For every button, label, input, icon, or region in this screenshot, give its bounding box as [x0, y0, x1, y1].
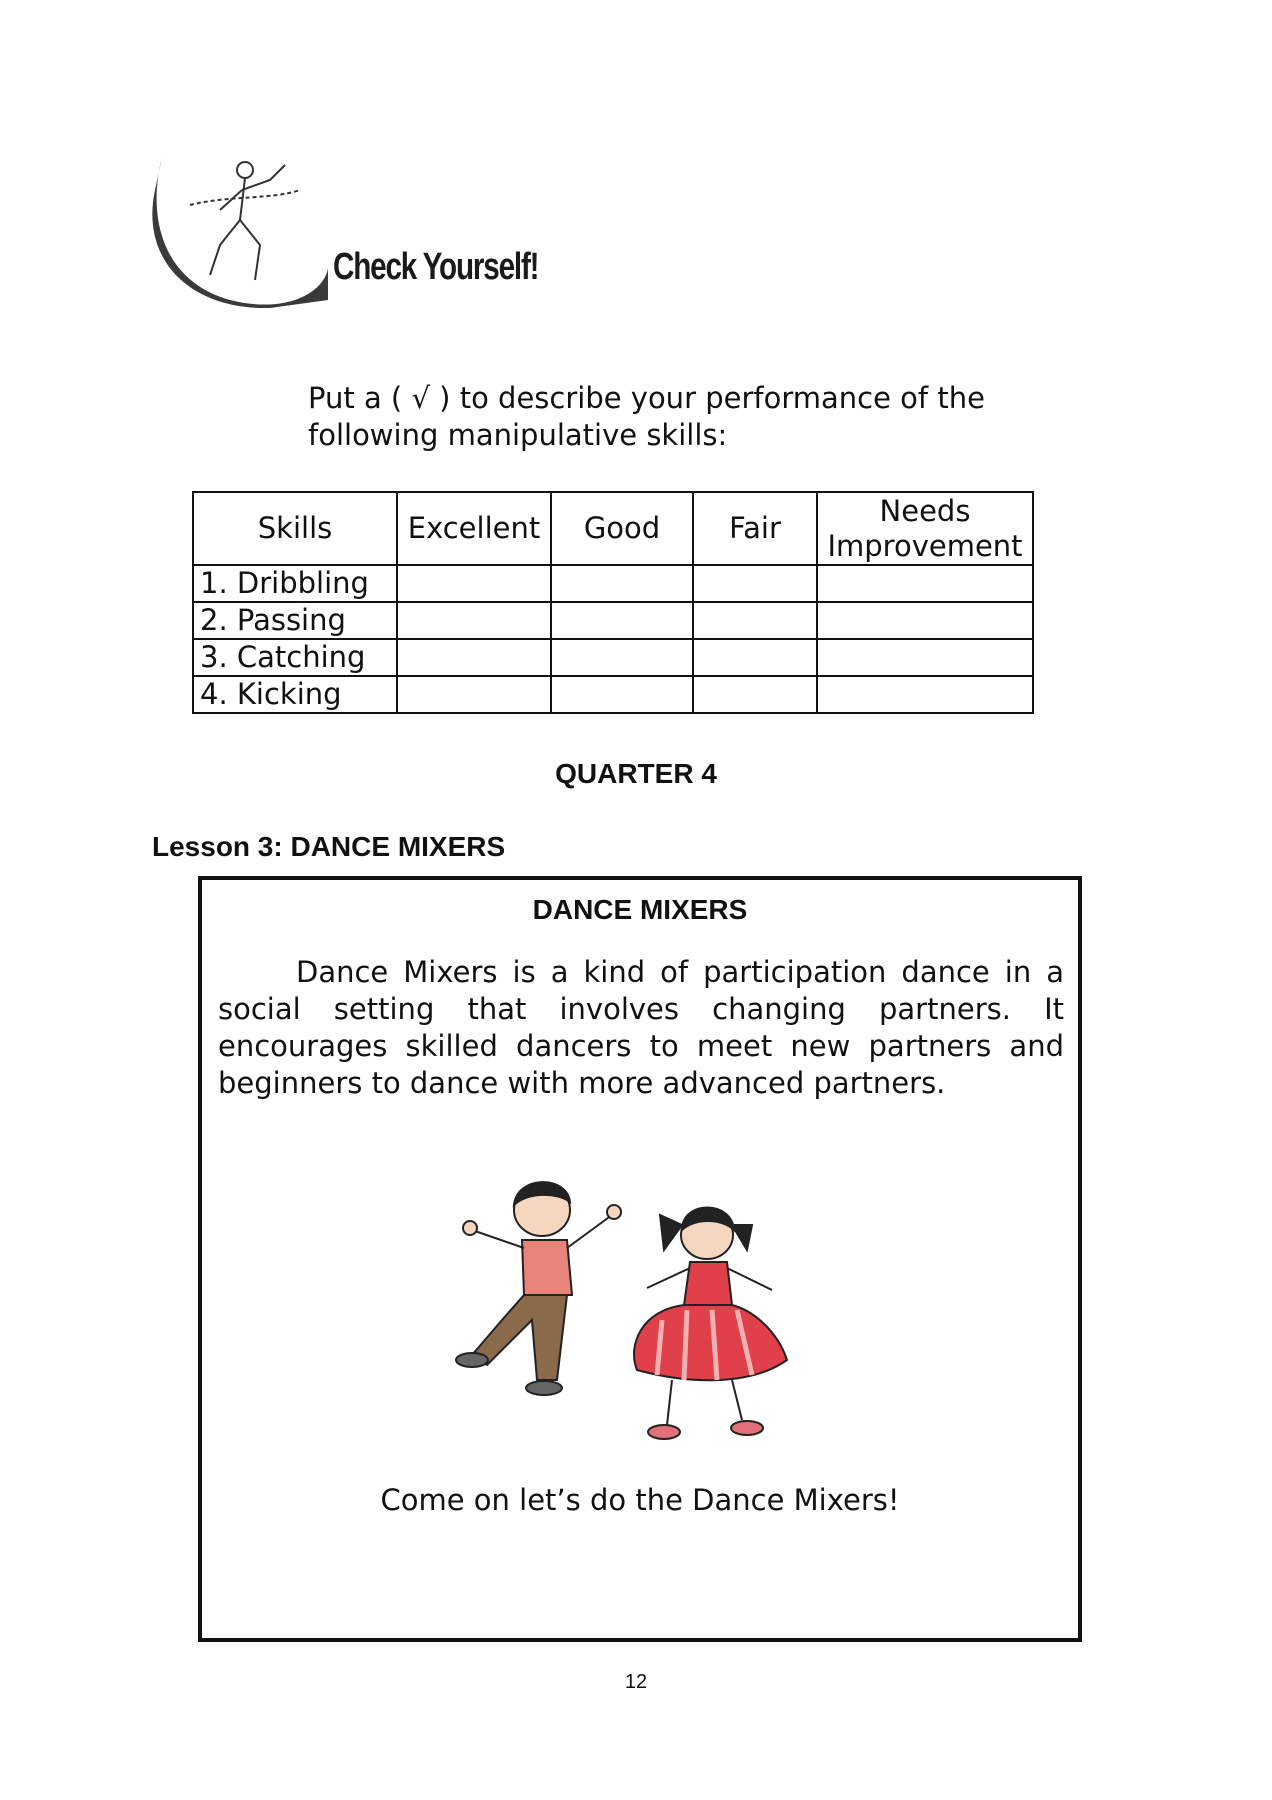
header-excellent: Excellent — [397, 492, 551, 565]
table-row — [193, 602, 1033, 639]
page-number: 12 — [624, 1671, 648, 1693]
quarter-heading: QUARTER 4 — [555, 758, 717, 789]
rating-cell[interactable] — [693, 565, 817, 602]
rating-cell[interactable] — [397, 565, 551, 602]
table-header-row — [193, 492, 1033, 565]
skills-rating-table — [192, 491, 1034, 714]
rating-cell[interactable] — [551, 602, 693, 639]
box-title: DANCE MIXERS — [532, 894, 748, 925]
header-good: Good — [551, 492, 693, 565]
banner-swoosh — [152, 158, 328, 308]
rating-cell[interactable] — [693, 676, 817, 713]
skill-name: 1. Dribbling — [193, 565, 397, 602]
girl-dancer — [634, 1208, 787, 1440]
rating-cell[interactable] — [817, 639, 1033, 676]
box-paragraph: Dance Mixers is a kind of participation dance in a social setting that involves changing partners. It encourages skilled dancers to meet new partners and beginners to dance with more advanced partners. — [218, 955, 1064, 1100]
banner-title: Check Yourself! — [333, 246, 539, 288]
rating-cell[interactable] — [693, 639, 817, 676]
dance-mixers-box — [198, 876, 1082, 1642]
rating-cell[interactable] — [817, 565, 1033, 602]
box-caption: Come on let’s do the Dance Mixers! — [380, 1483, 900, 1517]
skill-name: 3. Catching — [193, 639, 397, 676]
table-row — [193, 639, 1033, 676]
rating-cell[interactable] — [551, 639, 693, 676]
rating-cell[interactable] — [693, 602, 817, 639]
table-row — [193, 565, 1033, 602]
header-skills: Skills — [193, 492, 397, 565]
boy-dancer — [456, 1182, 621, 1395]
rating-cell[interactable] — [551, 676, 693, 713]
skill-name: 4. Kicking — [193, 676, 397, 713]
instruction-text: Put a ( √ ) to describe your performance of the following manipulative skills: — [308, 381, 985, 452]
header-fair: Fair — [693, 492, 817, 565]
rating-cell[interactable] — [397, 602, 551, 639]
rating-cell[interactable] — [397, 676, 551, 713]
rating-cell[interactable] — [397, 639, 551, 676]
dancing-children-illustration — [432, 1170, 832, 1470]
header-needs-improvement: Needs Improvement — [817, 492, 1033, 565]
runner-icon — [190, 162, 300, 280]
rating-cell[interactable] — [817, 602, 1033, 639]
skill-name: 2. Passing — [193, 602, 397, 639]
rating-cell[interactable] — [817, 676, 1033, 713]
lesson-title: Lesson 3: DANCE MIXERS — [152, 831, 506, 862]
table-row — [193, 676, 1033, 713]
rating-cell[interactable] — [551, 565, 693, 602]
